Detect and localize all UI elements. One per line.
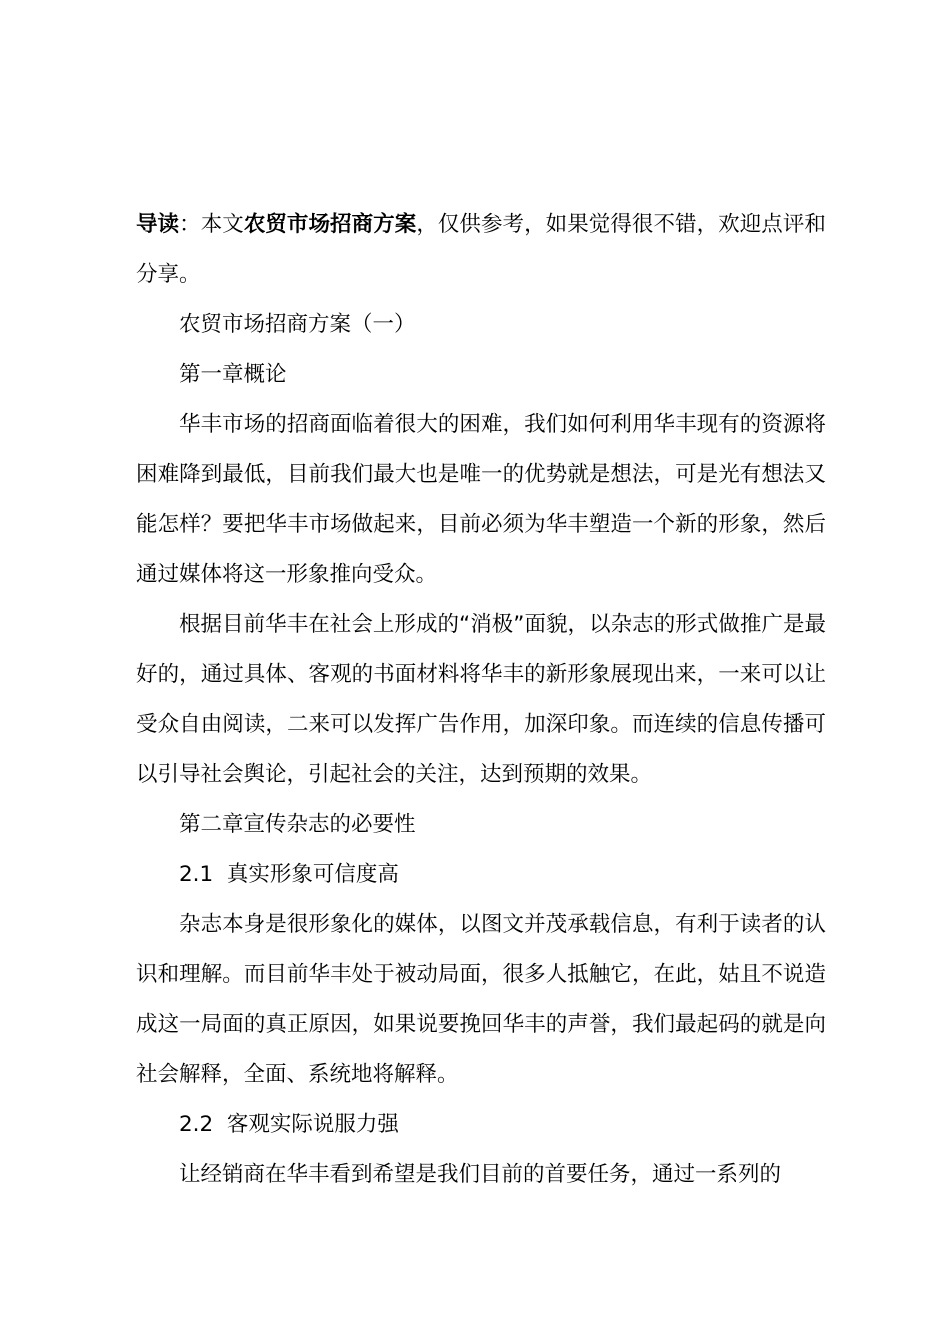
- intro-label: 导读: [136, 212, 180, 237]
- chapter-1-heading: 第一章概论: [179, 362, 287, 387]
- document-title: 农贸市场招商方案（一）: [179, 312, 416, 337]
- chapter-1-paragraph-2: 根据目前华丰在社会上形成的“消极”面貌，以杂志的形式做推广是最好的，通过具体、客观的书面材料将华丰的新形象展现出来，一来可以让受众自由阅读，二来可以发挥广告作用，加深印象。而连续的信息传播可以引导社会舆论，引起社会的关注，达到预期的效果。: [136, 612, 826, 787]
- intro-bold-title: 农贸市场招商方案: [243, 212, 417, 237]
- section-2-1-heading: [136, 850, 826, 900]
- section-2-1-paragraph: 杂志本身是很形象化的媒体，以图文并茂承载信息，有利于读者的认识和理解。而目前华丰处于被动局面，很多人抵触它，在此，姑且不说造成这一局面的真正原因，如果说要挽回华丰的声誉，我们最起码的就是向社会解释，全面、系统地将解释。: [136, 912, 826, 1087]
- section-2-2-paragraph: 让经销商在华丰看到希望是我们目前的首要任务，通过一系列的: [179, 1162, 782, 1187]
- intro-colon: ：: [179, 212, 201, 237]
- section-2-2-number: 2.2: [179, 1112, 214, 1137]
- section-2-1-number: 2.1: [179, 862, 214, 887]
- section-2-2-title: 客观实际说服力强: [226, 1112, 399, 1137]
- intro-text-before: 本文: [200, 212, 244, 237]
- section-2-2-heading: [136, 1100, 826, 1150]
- chapter-2-heading: 第二章宣传杂志的必要性: [179, 812, 416, 837]
- intro-text-after: ，仅供参考，如果觉得很不错，欢迎点评和分享。: [136, 212, 826, 287]
- document-body: [136, 200, 826, 1200]
- intro-paragraph: [136, 200, 826, 300]
- section-2-1-title: 真实形象可信度高: [226, 862, 399, 887]
- chapter-1-paragraph-1: 华丰市场的招商面临着很大的困难，我们如何利用华丰现有的资源将困难降到最低，目前我们最大也是唯一的优势就是想法，可是光有想法又能怎样？要把华丰市场做起来，目前必须为华丰塑造一个新的形象，然后通过媒体将这一形象推向受众。: [136, 412, 826, 587]
